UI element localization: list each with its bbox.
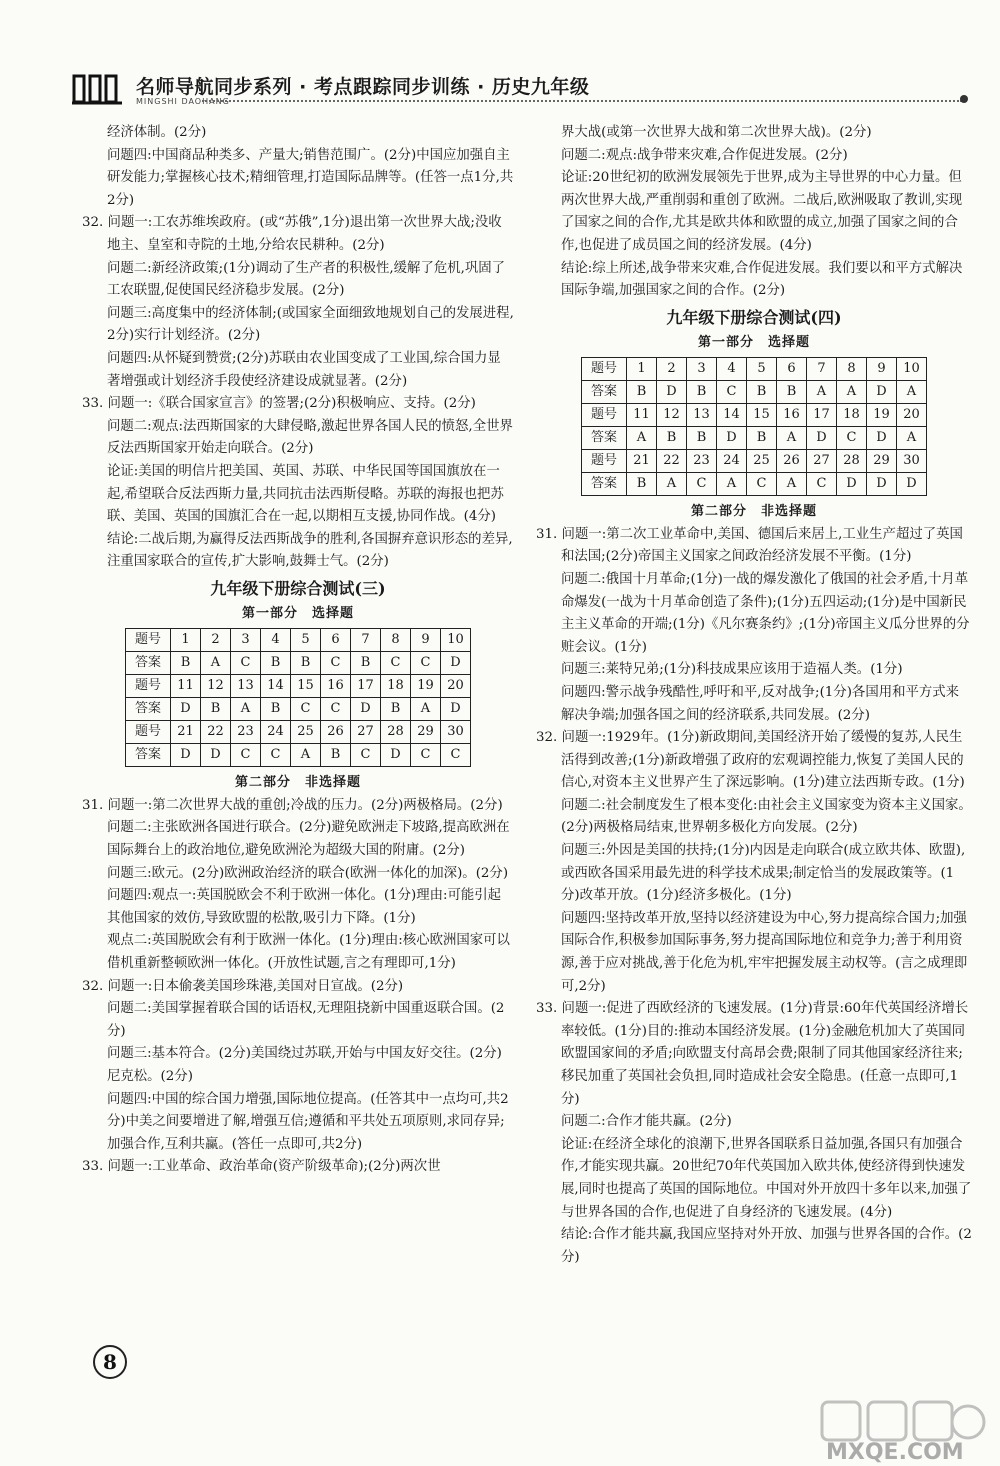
answer-33: 33. 问题一:促进了西欧经济的飞速发展。(1分)背景:60年代英国经济增长率较低。(1分)目的:推动本国经济发展。(1分)金融危机加大了英国同欧盟国家间的矛盾;向欧盟支付高昂会费;限制了同其他国家经济往来;移民加重了英国社会负担,同时造成社会安全隐患。(任意一点即可,1分) [536, 1001, 969, 1107]
answer-table-cell: B [261, 651, 291, 674]
answer-table-cell: 1 [171, 628, 201, 651]
answer-table-cell: 17 [807, 403, 837, 426]
answer-table-cell: 3 [231, 628, 261, 651]
answer-table-cell: 3 [687, 357, 717, 380]
answer-table-cell: 5 [747, 357, 777, 380]
answer-table-cell: 7 [351, 628, 381, 651]
answer-table-row [582, 403, 927, 426]
answer-table-cell: 13 [687, 403, 717, 426]
answer-line: 问题三:欧元。(2分)欧洲政治经济的联合(欧洲一体化的加深)。(2分) [107, 865, 509, 881]
answer-table-cell: 11 [627, 403, 657, 426]
test4-answer-table [581, 357, 927, 496]
answer-table-cell: 22 [657, 449, 687, 472]
answer-table-cell: D [201, 743, 231, 766]
answer-table-cell: A [201, 651, 231, 674]
answer-table-cell: 24 [717, 449, 747, 472]
answer-table-cell: B [747, 426, 777, 449]
answer-table-cell: B [627, 472, 657, 495]
answer-table-cell: 22 [201, 720, 231, 743]
answer-line: 问题四:警示战争残酷性,呼吁和平,反对战争;(1分)各国用和平方式来解决争端;加强各国之间的经济联系,共同发展。(2分) [561, 684, 960, 723]
answer-table-header-cell: 题号 [126, 628, 171, 651]
answer-table-cell: B [201, 697, 231, 720]
answer-line: 问题二:美国掌握着联合国的话语权,无理阻挠新中国重返联合国。(2分) [107, 1001, 505, 1039]
answer-table-cell: D [441, 697, 471, 720]
answer-table-header-cell: 答案 [126, 697, 171, 720]
answer-table-cell: 24 [261, 720, 291, 743]
answer-line: 结论:二战后期,为赢得反法西斯战争的胜利,各国摒弃意识形态的差异,注重国家联合的宣传,扩大影响,鼓舞士气。(2分) [107, 531, 513, 570]
answer-table-cell: B [351, 651, 381, 674]
answer-table-cell: 27 [807, 449, 837, 472]
answer-table-cell: C [321, 697, 351, 720]
answer-table-cell: A [717, 472, 747, 495]
answer-table-cell: A [657, 472, 687, 495]
answer-table-cell: 9 [411, 628, 441, 651]
answer-line: 论证:在经济全球化的浪潮下,世界各国联系日益加强,各国只有加强合作,才能实现共赢。20世纪70年代英国加入欧共体,使经济得到快速发展,同时也提高了英国的国际地位。中国对外开放四十多年以来,加强了与世界各国的合作,也促进了自身经济的飞速发展。(4分) [561, 1136, 972, 1220]
answer-table-cell: B [687, 426, 717, 449]
answer-table-cell: 14 [261, 674, 291, 697]
answer-table-cell: 23 [231, 720, 261, 743]
answer-table-cell: 26 [321, 720, 351, 743]
answer-table-cell: B [381, 697, 411, 720]
answer-table-cell: B [171, 651, 201, 674]
answer-table-cell: C [441, 743, 471, 766]
answer-line: 问题三:高度集中的经济体制;(或国家全面细致地规划自己的发展进程,2分)实行计划经济。(2分) [107, 305, 514, 344]
answer-table-cell: A [777, 472, 807, 495]
answer-table-cell: 21 [171, 720, 201, 743]
answer-table-cell: B [747, 380, 777, 403]
answer-table-row [126, 743, 471, 766]
answer-table-cell: C [381, 651, 411, 674]
answer-table-cell: B [657, 426, 687, 449]
header-rule-dot [960, 95, 968, 103]
left-column [82, 122, 514, 1179]
answer-table-cell: 28 [837, 449, 867, 472]
answer-table-cell: D [897, 472, 927, 495]
answer-31: 31. 问题一:第二次工业革命中,美国、德国后来居上,工业生产超过了英国和法国;(2分)帝国主义国家之间政治经济发展不平衡。(1分) [536, 526, 963, 565]
answer-table-cell: 11 [171, 674, 201, 697]
answer-table-cell: 19 [867, 403, 897, 426]
test4-title: 九年级下册综合测试(四) [666, 307, 842, 327]
page-header [72, 60, 962, 112]
test3-title: 九年级下册综合测试(三) [210, 578, 386, 598]
answer-line: 经济体制。(2分) [107, 125, 207, 140]
answer-table-cell: D [867, 380, 897, 403]
answer-table-row [126, 651, 471, 674]
answer-31: 31. 问题一:第二次世界大战的重创;冷战的压力。(2分)两极格局。(2分) [82, 797, 503, 813]
answer-table-cell: 10 [897, 357, 927, 380]
answer-line: 问题三:莱特兄弟;(1分)科技成果应该用于造福人类。(1分) [561, 662, 903, 678]
answer-table-cell: D [441, 651, 471, 674]
answer-table-cell: 8 [381, 628, 411, 651]
answer-table-cell: 30 [441, 720, 471, 743]
answer-table-cell: B [321, 743, 351, 766]
answer-table-row [582, 380, 927, 403]
answer-table-header-cell: 题号 [582, 449, 627, 472]
answer-table-cell: C [231, 651, 261, 674]
answer-table-cell: C [747, 472, 777, 495]
answer-line: 问题四:中国商品种类多、产量大;销售范围广。(2分)中国应加强自主研发能力;掌握核心技术;精细管理,打造国际品牌等。(任答一点1分,共2分) [107, 147, 514, 208]
answer-table-cell: 23 [687, 449, 717, 472]
answer-table-cell: C [321, 651, 351, 674]
test4-part1: 第一部分 选择题 [697, 334, 810, 350]
answer-table-cell: 4 [717, 357, 747, 380]
answer-table-cell: C [687, 472, 717, 495]
answer-table-cell: A [291, 743, 321, 766]
test3-answer-table [125, 628, 471, 767]
answer-table-cell: C [351, 743, 381, 766]
answer-line: 问题二:新经济政策;(1分)调动了生产者的积极性,缓解了危机,巩固了工农联盟,促使国民经济稳步发展。(2分) [107, 260, 506, 299]
answer-table-cell: 16 [321, 674, 351, 697]
answer-line: 问题二:观点:法西斯国家的大肆侵略,激起世界各国人民的愤怒,全世界反法西斯国家开始走向联合。(2分) [107, 418, 513, 457]
answer-table-row [582, 426, 927, 449]
answer-table-cell: C [411, 743, 441, 766]
answer-line: 问题二:俄国十月革命;(1分)一战的爆发激化了俄国的社会矛盾,十月革命爆发(一战为十月革命创造了条件);(1分)五四运动;(1分)是中国新民主主义革命的开端;(1分)《凡尔赛条约》;(1分)帝国主义瓜分世界的分赃会议。(1分) [561, 571, 970, 655]
answer-table-cell: 8 [837, 357, 867, 380]
answer-33: 33. 问题一:工业革命、政治革命(资产阶级革命);(2分)两次世 [82, 1159, 441, 1175]
test4-part2: 第二部分 非选择题 [690, 503, 817, 519]
answer-table-header-cell: 题号 [582, 357, 627, 380]
answer-table-cell: 19 [411, 674, 441, 697]
answer-table-cell: D [867, 426, 897, 449]
answer-32: 32. 问题一:工农苏维埃政府。(或“苏俄”,1分)退出第一次世界大战;没收地主、皇室和寺院的土地,分给农民耕种。(2分) [82, 215, 502, 253]
answer-table-row [582, 449, 927, 472]
answer-table-cell: 12 [657, 403, 687, 426]
answer-table-header-cell: 答案 [582, 472, 627, 495]
answer-table-cell: A [411, 697, 441, 720]
answer-table-cell: 6 [777, 357, 807, 380]
series-pinyin: MINGSHI DAOHANG [136, 97, 230, 106]
answer-line: 问题四:中国的综合国力增强,国际地位提高。(任答其中一点均可,共2分)中美之间要增进了解,增强互信;遵循和平共处五项原则,求同存异;加强合作,互利共赢。(答任一点即可,共2分) [107, 1091, 509, 1152]
answer-table-cell: C [291, 697, 321, 720]
answer-table-header-cell: 题号 [582, 403, 627, 426]
answer-table-header-cell: 答案 [126, 651, 171, 674]
page-number-badge [92, 1344, 128, 1380]
header-rule [202, 100, 962, 102]
answer-table-cell: D [867, 472, 897, 495]
answer-table-cell: D [807, 426, 837, 449]
answer-line: 问题二:主张欧洲各国进行联合。(2分)避免欧洲走下坡路,提高欧洲在国际舞台上的政治地位,避免欧洲沦为超级大国的附庸。(2分) [107, 820, 510, 859]
answer-table-cell: A [897, 426, 927, 449]
answer-table-cell: B [627, 380, 657, 403]
answer-table-cell: 29 [867, 449, 897, 472]
answer-table-cell: D [381, 743, 411, 766]
answer-table-cell: 7 [807, 357, 837, 380]
answer-line: 结论:综上所述,战争带来灾难,合作促进发展。我们要以和平方式解决国际争端,加强国家之间的合作。(2分) [561, 260, 963, 299]
answer-table-cell: 27 [351, 720, 381, 743]
answer-table-cell: 21 [627, 449, 657, 472]
answer-table-cell: 10 [441, 628, 471, 651]
answer-32: 32. 问题一:1929年。(1分)新政期间,美国经济开始了缓慢的复苏,人民生活得到改善;(1分)新政增强了政府的宏观调控能力,恢复了美国人民的信心,对资本主义世界产生了深远影响。(1分)建立法西斯专政。(1分) [536, 730, 965, 791]
answer-table-cell: 6 [321, 628, 351, 651]
answer-table-row [126, 628, 471, 651]
page-number: 8 [103, 1350, 117, 1374]
answer-table-cell: A [807, 380, 837, 403]
answer-line: 问题三:基本符合。(2分)美国绕过苏联,开始与中国友好交往。(2分)尼克松。(2分) [107, 1046, 502, 1084]
answer-table-header-cell: 题号 [126, 720, 171, 743]
answer-table-cell: B [687, 380, 717, 403]
answer-table-cell: 18 [381, 674, 411, 697]
answer-line: 问题二:社会制度发生了根本变化:由社会主义国家变为资本主义国家。(2分)两极格局结束,世界朝多极化方向发展。(2分) [561, 797, 972, 836]
answer-table-cell: 12 [201, 674, 231, 697]
answer-table-cell: 15 [291, 674, 321, 697]
answer-table-row [582, 357, 927, 380]
answer-table-cell: 13 [231, 674, 261, 697]
answer-line: 问题二:合作才能共赢。(2分) [561, 1114, 732, 1130]
answer-table-cell: A [897, 380, 927, 403]
answer-table-row [582, 472, 927, 495]
answer-table-cell: D [171, 697, 201, 720]
answer-table-cell: C [411, 651, 441, 674]
test3-part2: 第二部分 非选择题 [234, 774, 361, 790]
answer-table-cell: 16 [777, 403, 807, 426]
answer-line: 结论:合作才能共赢,我国应坚持对外开放、加强与世界各国的合作。(2分) [561, 1227, 972, 1265]
answer-table-header-cell: 答案 [582, 426, 627, 449]
answer-line: 观点二:英国脱欧会有利于欧洲一体化。(1分)理由:核心欧洲国家可以借机重新整顿欧洲一体化。(开放性试题,言之有理即可,1分) [107, 933, 510, 972]
answer-table-cell: 1 [627, 357, 657, 380]
answer-line: 论证:20世纪初的欧洲发展领先于世界,成为主导世界的中心力量。但两次世界大战,严重削弱和重创了欧洲。二战后,欧洲吸取了教训,实现了国家之间的合作,尤其是欧共体和欧盟的成立,加强了国家之间的合作,也促进了成员国之间的经济发展。(4分) [561, 170, 963, 253]
answer-line: 问题三:外因是美国的扶持;(1分)内因是走向联合(成立欧共体、欧盟),或西欧各国采用最先进的科学技术成果;制定恰当的发展政策等。(1分)改革开放。(1分)经济多极化。(1分) [561, 843, 966, 904]
answer-table-header-cell: 答案 [126, 743, 171, 766]
answer-33: 33. 问题一:《联合国家宣言》的签署;(2分)积极响应、支持。(2分) [82, 396, 476, 412]
answer-line: 问题四:从怀疑到赞赏;(2分)苏联由农业国变成了工业国,综合国力显著增强或计划经济手段使经济建设成就显著。(2分) [107, 350, 501, 389]
answer-table-cell: C [807, 472, 837, 495]
answer-table-cell: D [351, 697, 381, 720]
answer-table-cell: 15 [747, 403, 777, 426]
answer-table-cell: 9 [867, 357, 897, 380]
answer-table-header-cell: 题号 [126, 674, 171, 697]
answer-table-cell: 2 [657, 357, 687, 380]
answer-table-cell: A [627, 426, 657, 449]
answer-table-cell: 18 [837, 403, 867, 426]
answer-table-cell: 5 [291, 628, 321, 651]
right-column [536, 122, 972, 1269]
answer-table-cell: B [777, 380, 807, 403]
answer-table-cell: 20 [441, 674, 471, 697]
answer-line: 问题四:观点一:英国脱欧会不利于欧洲一体化。(1分)理由:可能引起其他国家的效仿,导致欧盟的松散,吸引力下降。(1分) [107, 888, 502, 926]
answer-table-cell: 25 [747, 449, 777, 472]
answer-table-cell: C [717, 380, 747, 403]
answer-table-cell: 29 [411, 720, 441, 743]
answer-table-row [126, 697, 471, 720]
answer-table-cell: 25 [291, 720, 321, 743]
answer-table-cell: 2 [201, 628, 231, 651]
answer-table-cell: C [837, 426, 867, 449]
book-logo-icon [72, 72, 124, 106]
answer-line: 问题四:坚持改革开放,坚持以经济建设为中心,努力提高综合国力;加强国际合作,积极参加国际事务,努力提高国际地位和竞争力;善于利用资源,善于应对挑战,善于化危为机,牢牢把握发展主动权等。(言之成理即可,2分) [561, 910, 968, 994]
series-title: 名师导航同步系列 · 考点跟踪同步训练 · 历史九年级 [136, 76, 590, 98]
answer-table-cell: 30 [897, 449, 927, 472]
answer-line: 问题二:观点:战争带来灾难,合作促进发展。(2分) [561, 147, 848, 163]
answer-table-cell: D [171, 743, 201, 766]
answer-table-cell: 17 [351, 674, 381, 697]
answer-line: 界大战(或第一次世界大战和第二次世界大战)。(2分) [561, 125, 872, 140]
answer-32: 32. 问题一:日本偷袭美国珍珠港,美国对日宣战。(2分) [82, 978, 404, 994]
answer-table-cell: A [231, 697, 261, 720]
answer-table-cell: 20 [897, 403, 927, 426]
answer-table-cell: B [261, 697, 291, 720]
answer-table-row [126, 674, 471, 697]
answer-table-cell: D [657, 380, 687, 403]
answer-table-cell: D [837, 472, 867, 495]
answer-table-cell: 4 [261, 628, 291, 651]
answer-table-row [126, 720, 471, 743]
answer-table-cell: 28 [381, 720, 411, 743]
answer-table-header-cell: 答案 [582, 380, 627, 403]
answer-table-cell: D [717, 426, 747, 449]
watermark-text: MXQE.COM [826, 1440, 964, 1465]
answer-table-cell: A [777, 426, 807, 449]
answer-table-cell: B [291, 651, 321, 674]
answer-table-cell: C [231, 743, 261, 766]
answer-table-cell: 26 [777, 449, 807, 472]
answer-table-cell: A [837, 380, 867, 403]
answer-table-cell: 14 [717, 403, 747, 426]
test3-part1: 第一部分 选择题 [241, 605, 354, 621]
answer-line: 论证:美国的明信片把美国、英国、苏联、中华民国等国国旗放在一起,希望联合反法西斯力量,共同抗击法西斯侵略。苏联的海报也把苏联、美国、英国的国旗汇合在一起,以期相互支援,协同作战。(4分) [107, 463, 504, 525]
answer-table-cell: C [261, 743, 291, 766]
